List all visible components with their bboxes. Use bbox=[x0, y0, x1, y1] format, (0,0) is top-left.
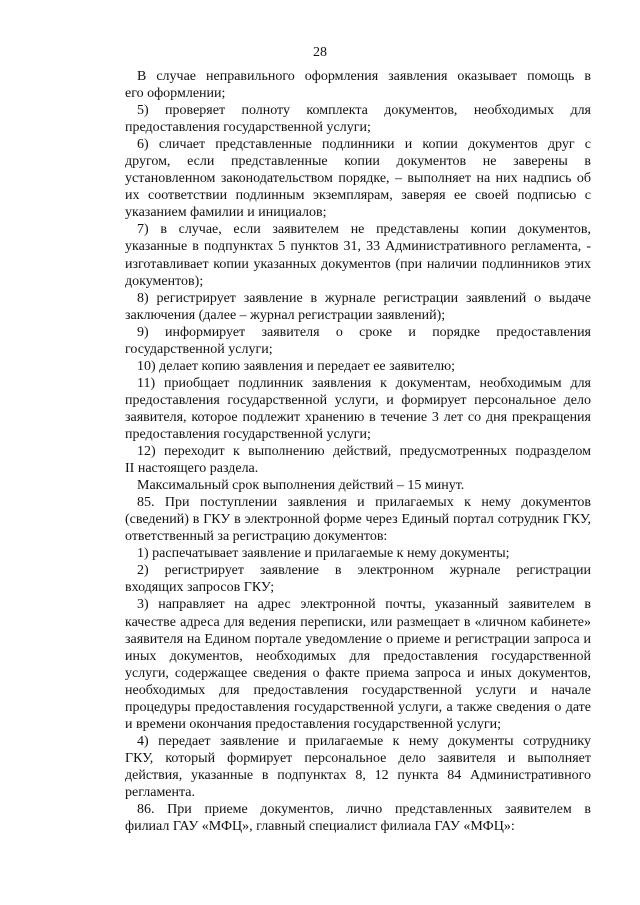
text-line: 6) сличает представленные подлинники и копии документов друг с bbox=[137, 137, 591, 153]
text-line: 85. При поступлении заявления и прилагаемых к нему документов bbox=[137, 495, 591, 511]
text-line: 11) приобщает подлинник заявления к документам, необходимым для bbox=[137, 375, 591, 391]
text-line: заявителя, которое подлежит хранению в течение 3 лет со дня прекращения bbox=[125, 409, 591, 425]
text-line: указанные в подпунктах 5 пунктов 31, 33 Административного регламента, - bbox=[125, 239, 591, 255]
text-line: заявителя на Едином портале уведомление о приеме и регистрации запроса и bbox=[125, 631, 591, 647]
text-line: документов); bbox=[125, 273, 204, 289]
text-line: его оформлении; bbox=[125, 86, 226, 102]
text-line: 5) проверяет полноту комплекта документов, необходимых для bbox=[137, 103, 591, 119]
text-line: изготавливает копии указанных документов (при наличии подлинников этих bbox=[125, 256, 591, 272]
text-line: 3) направляет на адрес электронной почты, указанный заявителем в bbox=[137, 597, 591, 613]
page-number: 28 bbox=[313, 45, 327, 60]
text-line: другом, если представленные копии документов не заверены в bbox=[125, 154, 591, 170]
text-line: 4) передает заявление и прилагаемые к нему документы сотруднику bbox=[137, 733, 591, 749]
text-line: действия, указанные в подпунктах 8, 12 пункта 84 Административного bbox=[125, 767, 591, 783]
text-line: качестве адреса для ведения переписки, или размещает в «личном кабинете» bbox=[125, 614, 591, 630]
text-line: необходимых для предоставления государственной услуги и начале bbox=[125, 682, 591, 698]
text-line: 7) в случае, если заявителем не представлены копии документов, bbox=[137, 222, 591, 238]
text-line: регламента. bbox=[125, 784, 196, 800]
text-line: 10) делает копию заявления и передает ее заявителю; bbox=[137, 358, 456, 374]
text-line: входящих запросов ГКУ; bbox=[125, 580, 275, 596]
text-line: государственной услуги; bbox=[125, 341, 273, 357]
text-line: ГКУ, который формирует персональное дело заявителя и выполняет bbox=[125, 750, 591, 766]
text-line: 12) переходит к выполнению действий, предусмотренных подразделом bbox=[137, 444, 591, 460]
text-line: 2) регистрирует заявление в электронном журнале регистрации bbox=[137, 563, 591, 579]
text-line: предоставления государственной услуги; bbox=[125, 426, 371, 442]
text-line: услуги, содержащее сведения о факте приема запроса и иных документов, bbox=[125, 665, 591, 681]
text-line: 8) регистрирует заявление в журнале регистрации заявлений о выдаче bbox=[137, 290, 591, 306]
text-line: 1) распечатывает заявление и прилагаемые к нему документы; bbox=[137, 546, 510, 562]
text-line: предоставления государственной услуги, и формирует персональное дело bbox=[125, 392, 591, 408]
text-line: установленном законодательством порядке, – выполняет на них надпись об bbox=[125, 171, 591, 187]
text-line: ответственный за регистрацию документов: bbox=[125, 529, 388, 545]
text-line: Максимальный срок выполнения действий – 15 минут. bbox=[137, 478, 465, 494]
document-body bbox=[125, 68, 591, 835]
text-line: предоставления государственной услуги; bbox=[125, 120, 371, 136]
text-line: В случае неправильного оформления заявления оказывает помощь в bbox=[137, 69, 591, 84]
text-line: заключения (далее – журнал регистрации заявлений); bbox=[125, 307, 446, 323]
text-line: 9) информирует заявителя о сроке и порядке предоставления bbox=[137, 324, 591, 340]
text-line: 86. При приеме документов, лично представленных заявителем в bbox=[137, 802, 591, 818]
text-line: иных документов, необходимых для предоставления государственной bbox=[125, 648, 591, 664]
text-line: процедуры предоставления государственной услуги, а также сведения о дате bbox=[125, 699, 591, 715]
text-line: их соответствии подлинным экземплярам, заверяя ее своей подписью с bbox=[125, 188, 591, 204]
text-line: указанием фамилии и инициалов; bbox=[125, 205, 327, 221]
text-line: (сведений) в ГКУ в электронной форме через Единый портал сотрудник ГКУ, bbox=[125, 512, 591, 528]
text-line: филиал ГАУ «МФЦ», главный специалист филиала ГАУ «МФЦ»: bbox=[125, 819, 515, 835]
text-line: II настоящего раздела. bbox=[125, 461, 259, 477]
text-line: и времени окончания предоставления государственной услуги; bbox=[125, 716, 501, 732]
